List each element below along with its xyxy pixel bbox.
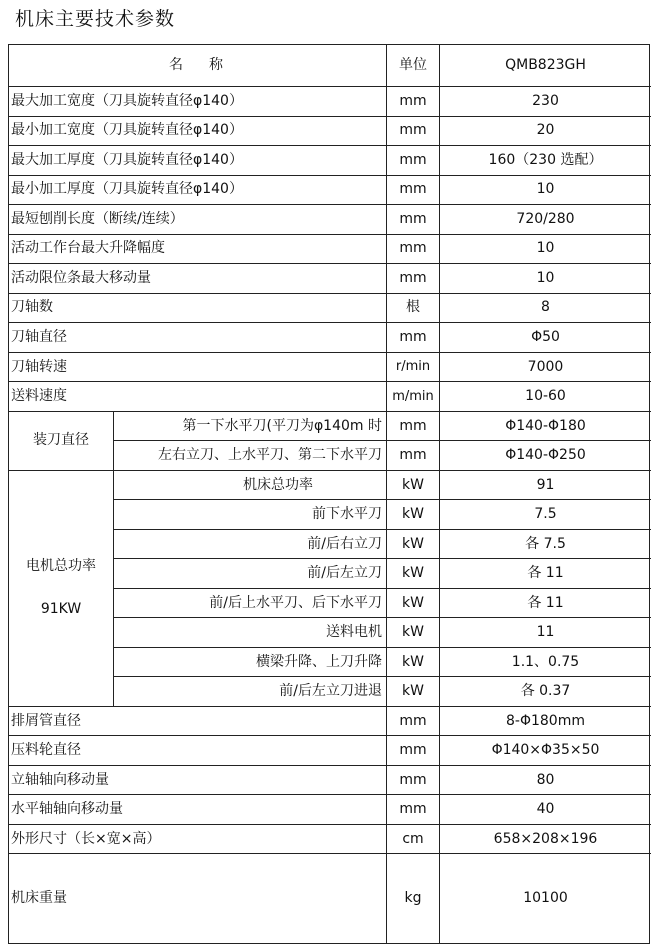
motor-row-value: 各 11 (440, 589, 651, 619)
motor-row-value: 各 7.5 (440, 530, 651, 560)
header-name: 名称 (9, 45, 387, 87)
spec-row-unit: mm (387, 235, 440, 265)
spec-row-unit: mm (387, 176, 440, 206)
spec-row-value: 160（230 选配） (440, 146, 651, 176)
spec-row-name: 最大加工厚度（刀具旋转直径φ140） (9, 146, 387, 176)
motor-row-value: 各 0.37 (440, 677, 651, 707)
cutter-row-name: 左右立刀、上水平刀、第二下水平刀 (114, 441, 387, 471)
spec-row-unit: mm (387, 707, 440, 737)
cutter-row-value: Φ140-Φ250 (440, 441, 651, 471)
spec-row-name: 水平轴轴向移动量 (9, 795, 387, 825)
motor-row-name: 送料电机 (114, 618, 387, 648)
spec-row-unit: mm (387, 766, 440, 796)
spec-row-unit: mm (387, 146, 440, 176)
spec-row-value: 658×208×196 (440, 825, 651, 855)
motor-row-name: 横梁升降、上刀升降 (114, 648, 387, 678)
spec-row-name: 最短刨削长度（断续/连续） (9, 205, 387, 235)
spec-row-name: 刀轴数 (9, 294, 387, 324)
spec-row-value: 40 (440, 795, 651, 825)
motor-row-name: 前/后左立刀 (114, 559, 387, 589)
motor-row-unit: kW (387, 500, 440, 530)
spec-row-unit: mm (387, 323, 440, 353)
spec-row-unit: mm (387, 736, 440, 766)
spec-row-unit: mm (387, 205, 440, 235)
spec-row-value: Φ140×Φ35×50 (440, 736, 651, 766)
spec-row-value: 10100 (523, 890, 568, 907)
spec-row-name: 刀轴转速 (9, 353, 387, 383)
motor-row-name: 前下水平刀 (114, 500, 387, 530)
motor-power-title: 电机总功率 (26, 558, 96, 575)
spec-row-unit: kg (387, 854, 440, 943)
motor-row-unit: kW (387, 677, 440, 707)
spec-row-name: 活动限位条最大移动量 (9, 264, 387, 294)
spec-row-value: 8-Φ180mm (440, 707, 651, 737)
motor-row-name: 前/后上水平刀、后下水平刀 (114, 589, 387, 619)
header-model: QMB823GH (440, 45, 651, 87)
spec-row-name: 送料速度 (9, 382, 387, 412)
motor-row-unit: kW (387, 559, 440, 589)
spec-row-name: 机床重量 (9, 854, 387, 943)
page-title: 机床主要技术参数 (15, 8, 176, 30)
spec-row-name: 立轴轴向移动量 (9, 766, 387, 796)
spec-row-unit: mm (387, 795, 440, 825)
motor-row-value: 11 (440, 618, 651, 648)
motor-row-name: 机床总功率 (114, 471, 387, 501)
motor-row-value: 各 11 (440, 559, 651, 589)
spec-row-value: 8 (440, 294, 651, 324)
spec-table (8, 44, 650, 944)
spec-row-name: 外形尺寸（长×宽×高） (9, 825, 387, 855)
spec-row-value: 10 (440, 264, 651, 294)
cutter-row-unit: mm (387, 412, 440, 442)
spec-row-name: 最小加工宽度（刀具旋转直径φ140） (9, 117, 387, 147)
motor-row-unit: kW (387, 530, 440, 560)
spec-row-value: 7000 (440, 353, 651, 383)
spec-row-name: 压料轮直径 (9, 736, 387, 766)
spec-row-unit: mm (387, 87, 440, 117)
motor-row-unit: kW (387, 648, 440, 678)
cutter-row-unit: mm (387, 441, 440, 471)
spec-row-unit: m/min (387, 382, 440, 412)
motor-row-unit: kW (387, 589, 440, 619)
spec-row-value: Φ50 (440, 323, 651, 353)
spec-row-unit: mm (387, 264, 440, 294)
cutter-row-name: 第一下水平刀(平刀为φ140m 时 (114, 412, 387, 442)
motor-row-unit: kW (387, 471, 440, 501)
motor-row-value: 1.1、0.75 (440, 648, 651, 678)
spec-row-value: 10 (440, 235, 651, 265)
motor-row-unit: kW (387, 618, 440, 648)
spec-row-unit: cm (387, 825, 440, 855)
cutter-diameter-label: 装刀直径 (9, 412, 114, 471)
motor-power-total: 91KW (40, 601, 82, 618)
spec-row-unit: 根 (387, 294, 440, 324)
spec-row-value: 230 (440, 87, 651, 117)
motor-row-name: 前/后右立刀 (114, 530, 387, 560)
spec-row-value: 10-60 (440, 382, 651, 412)
spec-row-value: 80 (440, 766, 651, 796)
spec-row-unit: r/min (387, 353, 440, 383)
motor-power-label (9, 471, 114, 707)
cutter-row-value: Φ140-Φ180 (440, 412, 651, 442)
spec-row-unit: mm (387, 117, 440, 147)
spec-row-name: 排屑管直径 (9, 707, 387, 737)
motor-row-value: 91 (440, 471, 651, 501)
header-unit: 单位 (387, 45, 440, 87)
spec-row-name: 最大加工宽度（刀具旋转直径φ140） (9, 87, 387, 117)
spec-row-name: 活动工作台最大升降幅度 (9, 235, 387, 265)
spec-row-name: 刀轴直径 (9, 323, 387, 353)
spec-row-value: 720/280 (440, 205, 651, 235)
motor-row-name: 前/后左立刀进退 (114, 677, 387, 707)
spec-row-value: 10 (440, 176, 651, 206)
motor-row-value: 7.5 (440, 500, 651, 530)
spec-row-value: 20 (440, 117, 651, 147)
spec-row-name: 最小加工厚度（刀具旋转直径φ140） (9, 176, 387, 206)
